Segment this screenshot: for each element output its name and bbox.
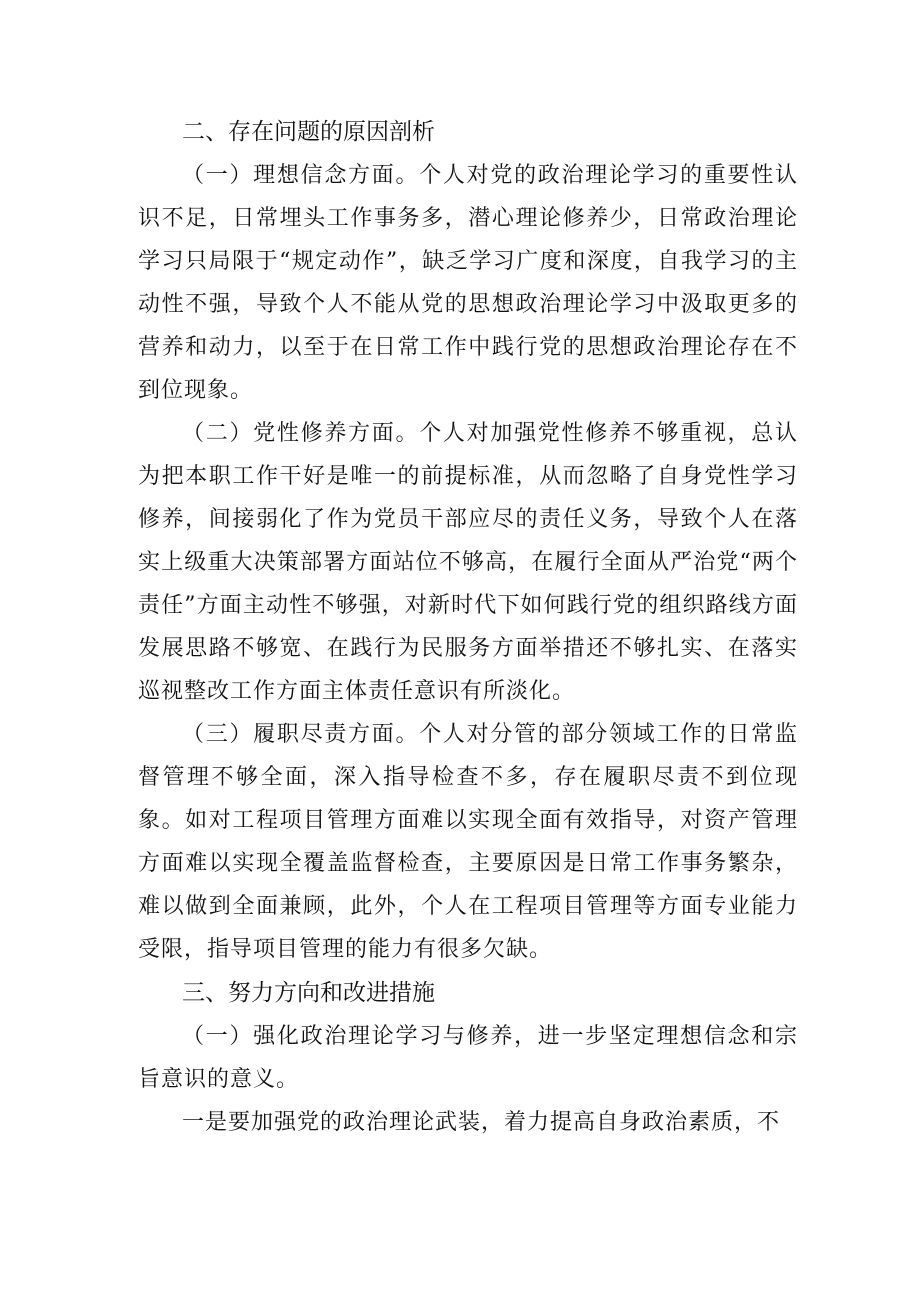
section-heading-improvements: 三、努力方向和改进措施 <box>182 980 435 1006</box>
paragraph-party-spirit: （二）党性修养方面。个人对加强党性修养不够重视，总认为把本职工作干好是唯一的前提标准，从而忽略了自身党性学习修养，间接弱化了作为党员干部应尽的责任义务，导致个人在落实上级重大决策部署方面站位不够高，在履行全面从严治党“两个责任”方面主动性不够强，对新时代下如何践行党的组织路线方面发展思路不够宽、在践行为民服务方面举措还不够扎实、在落实巡视整改工作方面主体责任意识有所淡化。 <box>138 421 798 704</box>
paragraph-duty-performance: （三）履职尽责方面。个人对分管的部分领域工作的日常监督管理不够全面，深入指导检查不多，存在履职尽责不到位现象。如对工程项目管理方面难以实现全面有效指导，对资产管理方面难以实现全覆盖监督检查，主要原因是日常工作事务繁杂，难以做到全面兼顾，此外，个人在工程项目管理等方面专业能力受限，指导项目管理的能力有很多欠缺。 <box>138 722 798 962</box>
paragraph-ideals-beliefs: （一）理想信念方面。个人对党的政治理论学习的重要性认识不足，日常埋头工作事务多，潜心理论修养少，日常政治理论学习只局限于“规定动作”，缺乏学习广度和深度，自我学习的主动性不强，导致个人不能从党的思想政治理论学习中汲取更多的营养和动力，以至于在日常工作中践行党的思想政治理论存在不到位现象。 <box>138 163 798 403</box>
paragraph-point-one: 一是要加强党的政治理论武装，着力提高自身政治素质，不 <box>182 1110 781 1135</box>
section-heading-causes: 二、存在问题的原因剖析 <box>182 119 435 145</box>
paragraph-strengthen-theory: （一）强化政治理论学习与修养，进一步坚定理想信念和宗旨意识的意义。 <box>138 1024 798 1092</box>
document-body <box>138 110 798 1144</box>
